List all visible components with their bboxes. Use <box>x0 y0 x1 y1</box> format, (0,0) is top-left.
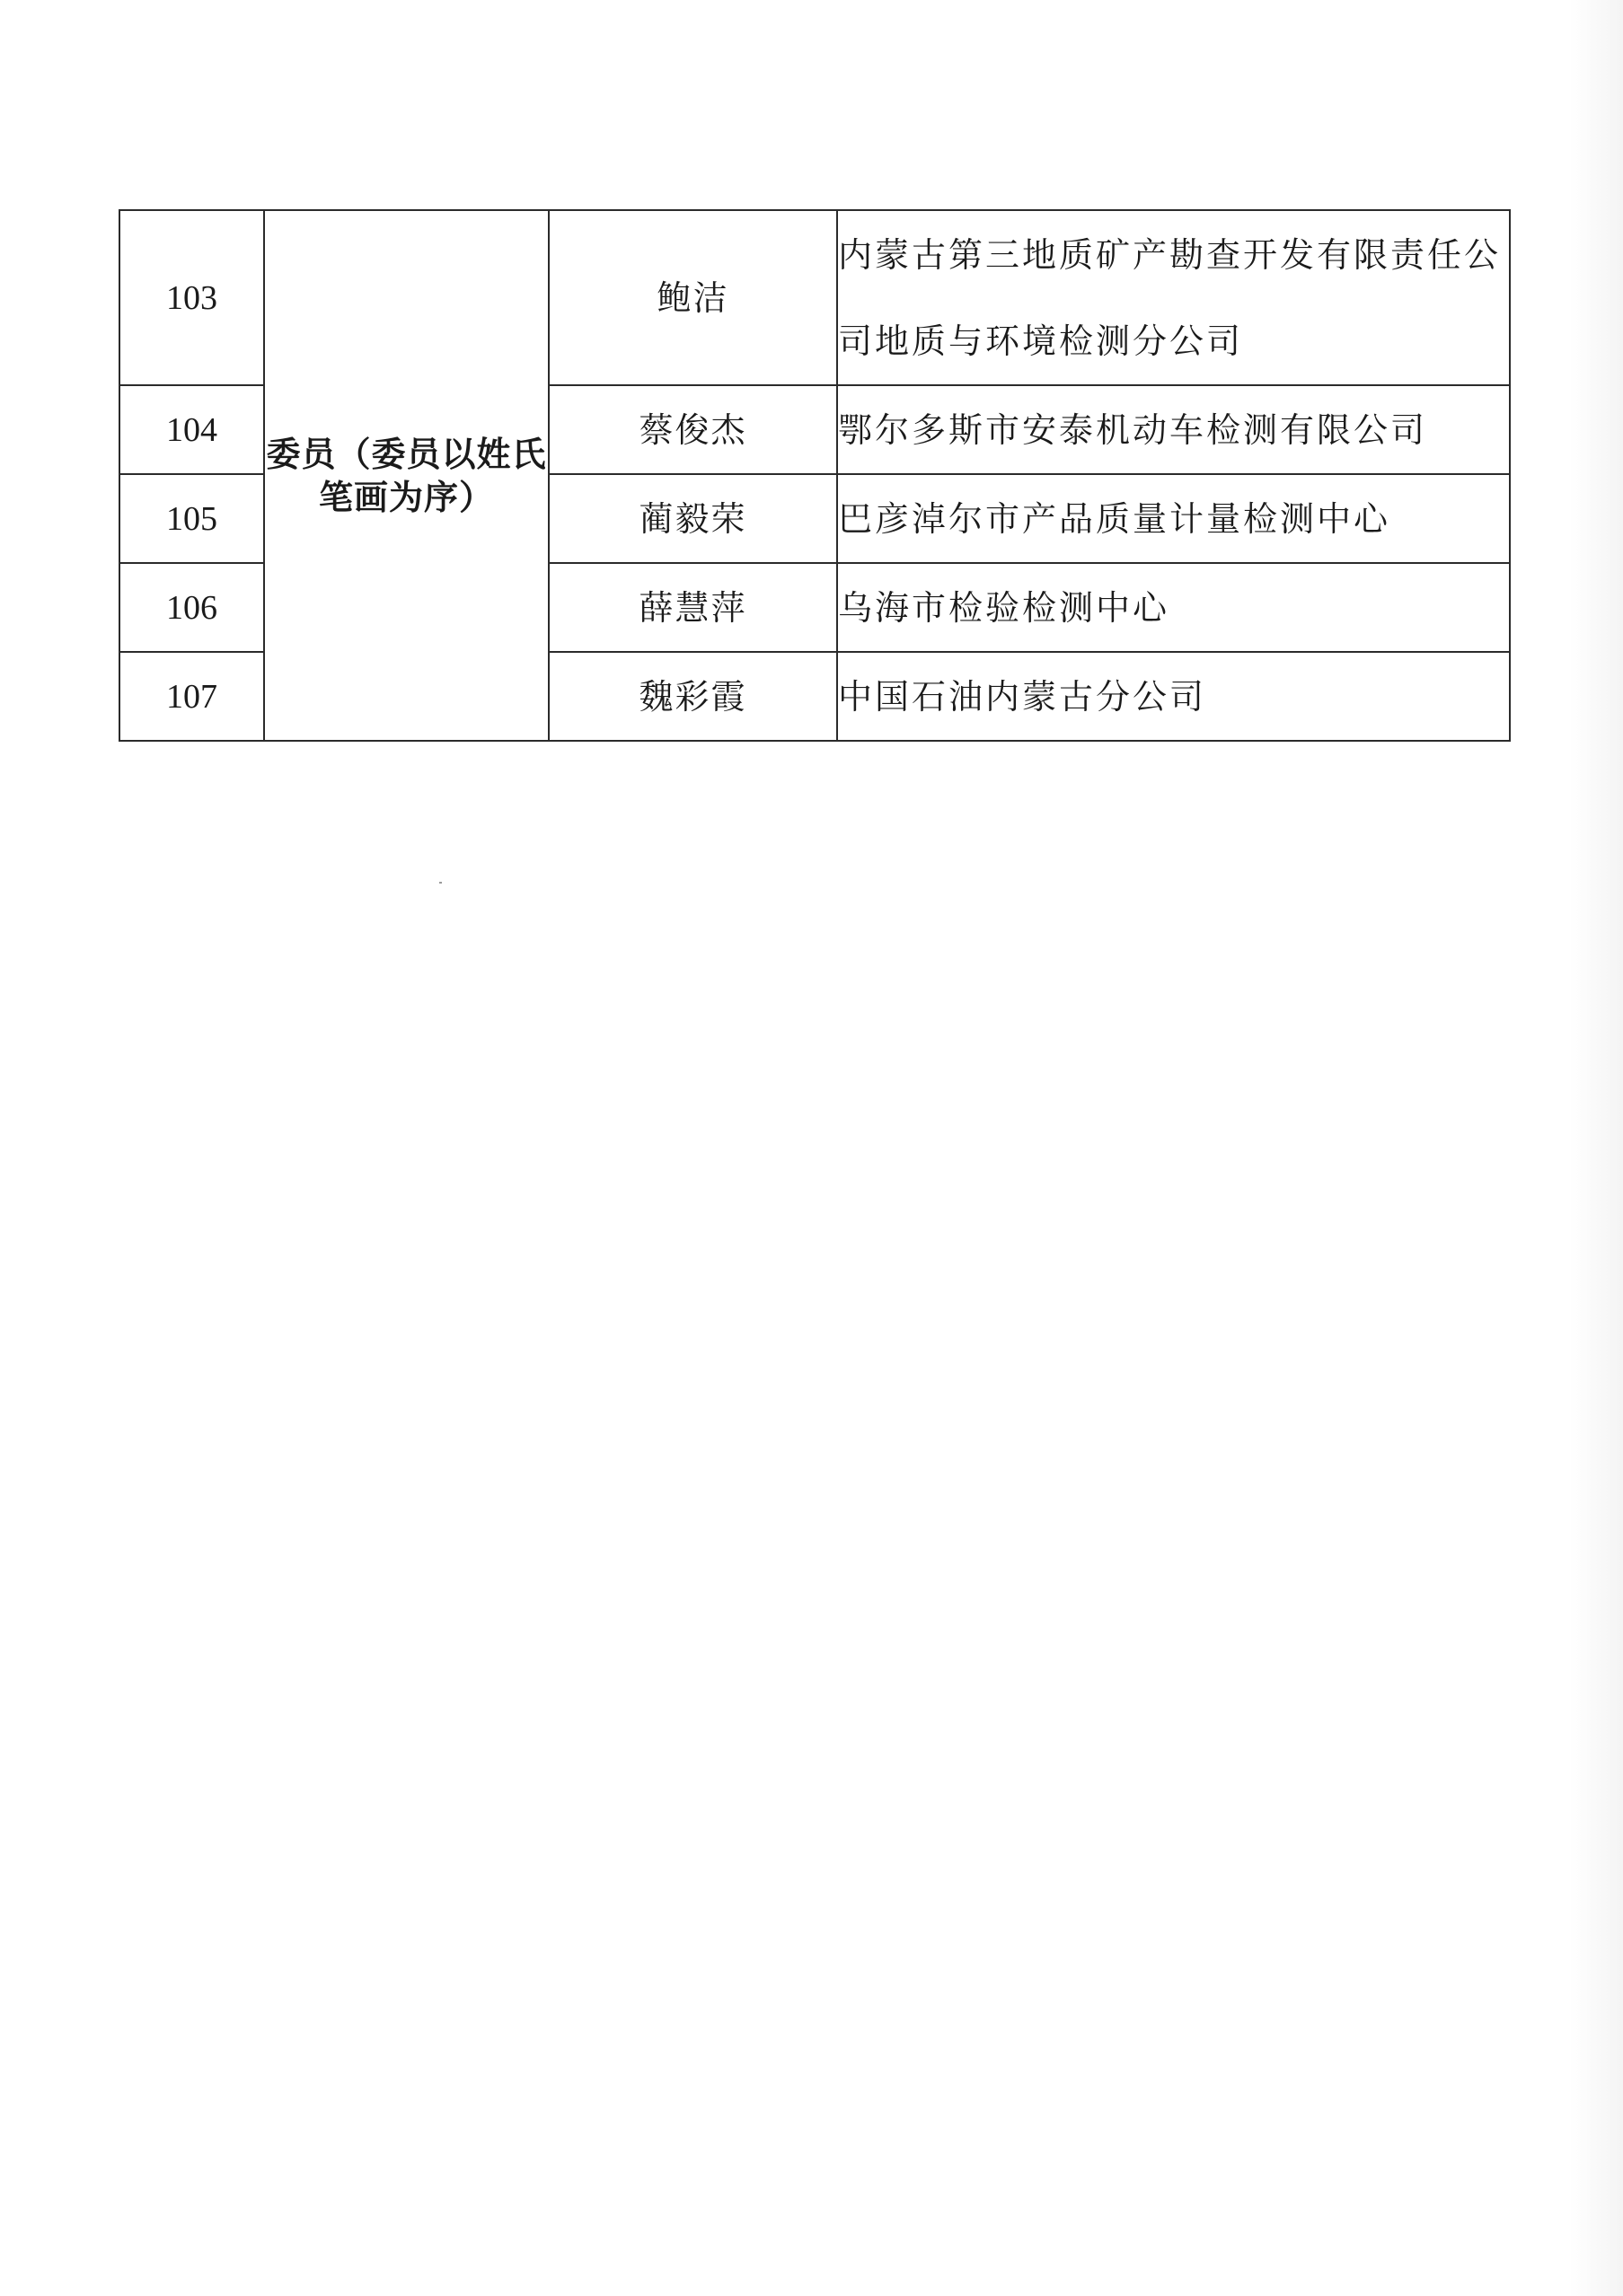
member-organization: 内蒙古第三地质矿产勘查开发有限责任公司地质与环境检测分公司 <box>837 210 1510 385</box>
member-name: 蔺毅荣 <box>549 474 837 563</box>
page-edge-shadow <box>1569 0 1623 2296</box>
member-organization: 鄂尔多斯市安泰机动车检测有限公司 <box>837 385 1510 474</box>
row-number: 104 <box>119 385 264 474</box>
row-number: 105 <box>119 474 264 563</box>
table-row <box>119 210 1510 385</box>
member-organization: 巴彦淖尔市产品质量计量检测中心 <box>837 474 1510 563</box>
scan-speck <box>439 882 442 884</box>
member-name: 薛慧萍 <box>549 563 837 652</box>
member-organization: 中国石油内蒙古分公司 <box>837 652 1510 741</box>
committee-member-table <box>119 209 1511 742</box>
row-number: 106 <box>119 563 264 652</box>
row-number: 103 <box>119 210 264 385</box>
member-name: 蔡俊杰 <box>549 385 837 474</box>
row-number: 107 <box>119 652 264 741</box>
member-organization: 乌海市检验检测中心 <box>837 563 1510 652</box>
role-cell: 委员（委员以姓氏笔画为序） <box>264 210 549 741</box>
member-name: 魏彩霞 <box>549 652 837 741</box>
member-name: 鲍洁 <box>549 210 837 385</box>
